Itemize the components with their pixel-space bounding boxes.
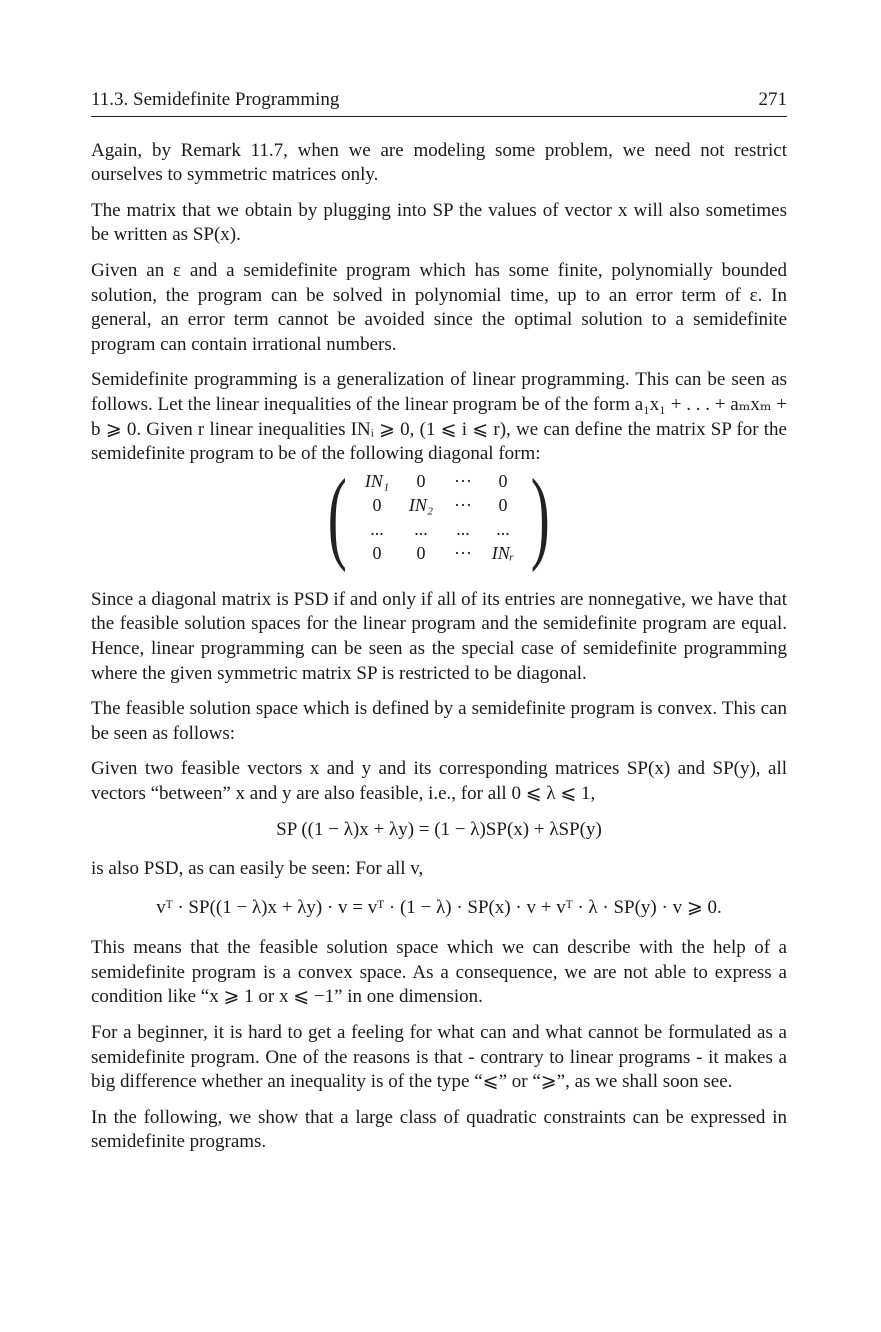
section-title: 11.3. Semidefinite Programming: [91, 89, 340, 110]
matrix-cell: 0: [498, 495, 508, 516]
paragraph-6: The feasible solution space which is defined by a semidefinite program is convex. This can be seen as follows:: [91, 698, 787, 744]
matrix-cell: IN₂: [408, 495, 434, 516]
matrix-cell: ···: [454, 495, 472, 516]
paragraph-10: For a beginner, it is hard to get a feeling for what can and what cannot be formulated as a semidefinite program. One of the reasons is that - contrary to linear programs - it makes a big difference whether an inequality is of the type “⩽” or “⩾”, as we shall soon see.: [91, 1022, 787, 1093]
running-header: [91, 88, 787, 117]
right-paren: ): [530, 457, 550, 573]
paragraph-11: In the following, we show that a large class of quadratic constraints can be expressed in semidefinite programs.: [91, 1106, 787, 1153]
matrix-cell: 0: [416, 471, 426, 492]
paragraph-1: Again, by Remark 11.7, when we are modeling some problem, we need not restrict ourselves to symmetric matrices only.: [91, 139, 787, 186]
paragraph-4: Semidefinite programming is a generalization of linear programming. This can be seen as follows. Let the linear inequalities of the linear program be of the form a₁x₁ + . . . + aₘxₘ + b ⩾ 0. Given r linear inequalities INᵢ ⩾ 0, (1 ⩽ i ⩽ r), we can define the matrix SP for the semidefinite program to be of the following diagonal form:: [91, 369, 787, 465]
paragraph-9: This means that the feasible solution space which we can describe with the help of a semidefinite program is a convex space. As a consequence, we are not able to express a condition like “x ⩾ 1 or x ⩽ −1” in one dimension.: [91, 937, 787, 1008]
matrix-cell: ...: [456, 519, 470, 540]
matrix-cell: 0: [498, 471, 508, 492]
matrix-cell: ···: [454, 543, 472, 564]
paragraph-5: Since a diagonal matrix is PSD if and only if all of its entries are nonnegative, we have that the feasible solution spaces for the linear program and the semidefinite program are equal. Hence, linear programming can be seen as the special case of semidefinite programming where the given symmetric matrix SP is restricted to be diagonal.: [91, 588, 787, 684]
equation-psd-proof: vᵀ · SP((1 − λ)x + λy) · v = vᵀ · (1 − λ) · SP(x) · v + vᵀ · λ · SP(y) · v ⩾ 0.: [156, 896, 722, 918]
equation-convex-combination: SP ((1 − λ)x + λy) = (1 − λ)SP(x) + λSP(y): [276, 819, 602, 841]
paragraph-3: Given an ε and a semidefinite program which has some finite, polynomially bounded solution, the program can be solved in polynomial time, up to an error term of ε. In general, an error term cannot be avoided since the optimal solution to a semidefinite program can contain irrational numbers.: [91, 259, 787, 355]
paragraph-7: Given two feasible vectors x and y and its corresponding matrices SP(x) and SP(y), all vectors “between” x and y are also feasible, i.e., for all 0 ⩽ λ ⩽ 1,: [91, 758, 787, 804]
matrix-cell: 0: [372, 543, 382, 564]
matrix-cell: ...: [370, 519, 384, 540]
page: [91, 88, 787, 1166]
matrix-cell: ···: [454, 471, 472, 492]
diagonal-matrix: [91, 457, 787, 573]
matrix-cell: ...: [496, 519, 510, 540]
matrix-cell: 0: [372, 495, 382, 516]
paragraph-2: The matrix that we obtain by plugging into SP the values of vector x will also sometimes be written as SP(x).: [91, 199, 787, 246]
matrix-cell: INᵣ: [491, 543, 515, 564]
matrix-cell: IN₁: [364, 471, 390, 492]
matrix-grid: [355, 464, 523, 568]
paragraph-8: is also PSD, as can easily be seen: For all v,: [91, 858, 424, 880]
matrix-cell: ...: [414, 519, 428, 540]
matrix-cell: 0: [416, 543, 426, 564]
page-number: 271: [758, 89, 787, 110]
left-paren: (: [328, 457, 348, 573]
